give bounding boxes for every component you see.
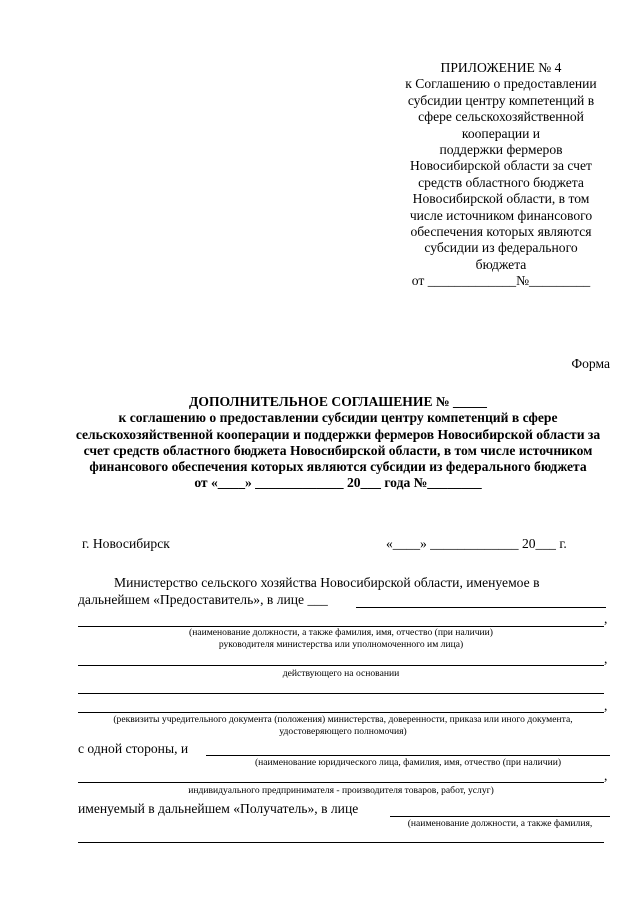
note-recipient-position: (наименование должности, а также фамилия, — [407, 818, 593, 829]
representative-blank — [356, 607, 606, 608]
note-requisites-2: удостоверяющего полномочия) — [279, 726, 407, 737]
note-position-name-2: руководителя министерства или уполномоченного им лица) — [218, 639, 464, 650]
note-requisites-1: (реквизиты учредительного документа (положения) министерства, доверенности, приказа или иного документа, — [113, 714, 573, 725]
appendix-date-line: от _____________№_________ — [411, 273, 591, 289]
blank-line — [78, 712, 604, 713]
note-position-name-1: (наименование должности, а также фамилия, имя, отчество (при наличии) — [189, 627, 493, 638]
agreement-title — [70, 394, 606, 492]
appendix-line: бюджета — [475, 256, 527, 272]
place-label: г. Новосибирск — [82, 536, 170, 551]
agreement-date-line: от «____» _____________ 20___ года №________ — [194, 475, 482, 491]
para1-line1: Министерство сельского хозяйства Новосибирской области, именуемое в — [114, 575, 540, 590]
blank-line — [78, 782, 604, 783]
appendix-line: средств областного бюджета — [418, 174, 584, 190]
agreement-heading: ДОПОЛНИТЕЛЬНОЕ СОГЛАШЕНИЕ № _____ — [189, 394, 487, 409]
appendix-line: к Соглашению о предоставлении — [405, 76, 597, 92]
appendix-line: Новосибирской области за счет — [409, 158, 592, 174]
appendix-line: кооперации и — [461, 125, 541, 141]
note-acting-basis: действующего на основании — [282, 668, 400, 679]
note-legal-entity: (наименование юридического лица, фамилия, имя, отчество (при наличии) — [254, 757, 562, 768]
appendix-line: числе источником финансового — [409, 207, 593, 223]
appendix-line: субсидии из федерального — [424, 240, 578, 256]
blank-line — [78, 693, 604, 694]
appendix-line: поддержки фермеров — [439, 142, 563, 158]
appendix-line: сфере сельскохозяйственной — [418, 109, 584, 125]
appendix-line: ПРИЛОЖЕНИЕ № 4 — [440, 60, 562, 75]
appendix-header — [392, 60, 610, 290]
appendix-line: Новосибирской области, в том — [412, 191, 590, 207]
form-label: Форма — [571, 356, 610, 371]
agreement-subtitle: к соглашению о предоставлении субсидии центру компетенций в сфере сельскохозяйственной кооперации и поддержки фермеров Новосибирской области за счет средств областного бюджета Новосибирской области, в том числе источником финансового обеспечения которых являются субсидии из федерального бюджета — [75, 410, 601, 475]
para1-line2: дальнейшем «Предоставитель», в лице ___ — [78, 592, 328, 607]
appendix-line: обеспечения которых являются — [410, 224, 592, 240]
comma: , — [604, 768, 608, 783]
comma: , — [604, 611, 608, 626]
appendix-line: субсидии центру компетенций в — [407, 92, 595, 108]
recipient-label: именуемый в дальнейшем «Получатель», в лице — [78, 801, 359, 816]
blank-line — [78, 842, 604, 843]
note-entrepreneur: индивидуального предпринимателя - производителя товаров, работ, услуг) — [188, 785, 494, 796]
comma: , — [604, 698, 608, 713]
place-date: «____» _____________ 20___ г. — [386, 536, 567, 551]
recipient-blank — [390, 816, 610, 817]
legal-entity-blank — [206, 755, 610, 756]
comma: , — [604, 651, 608, 666]
side-one-label: с одной стороны, и — [78, 741, 189, 756]
blank-line — [78, 665, 604, 666]
